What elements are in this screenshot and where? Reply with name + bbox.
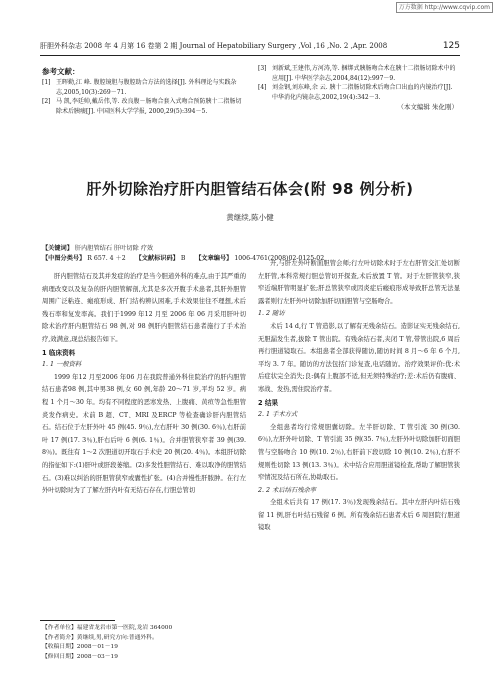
- subsection-followup-heading: 1. 2 随访: [258, 310, 285, 318]
- section-results-heading: 2 结果: [258, 398, 279, 407]
- footnote-revised-date: 【修回日期】2008－03－19: [42, 653, 118, 660]
- running-header: [40, 40, 460, 52]
- reference-number: [3]: [258, 65, 267, 72]
- reference-text: 刘新斌,王建伟,方河涛,等. 捆绑式胰肠吻合术在胰十二指肠切除术中的应用[J]. 中华医学杂志,2004,84(12):997－9.: [272, 65, 456, 82]
- journal-header: 肝胆外科杂志 2008 年 4 月第 16 卷第 2 期 Journal of Hepatobiliary Surgery ,Vol ,16 ,No. 2 ,Apr. 2008: [40, 42, 388, 50]
- footnote-rule: [40, 620, 115, 621]
- reference-number: [1]: [42, 79, 51, 86]
- right-column: [258, 258, 460, 535]
- keywords-label: 【关键词】: [42, 245, 73, 252]
- subsection-surgery-heading: 2. 1 手术方式: [258, 411, 298, 419]
- reference-text: 马 凯,李廷帅,戴岳伟,等. 改良腹－肠吻合套入式吻合预防胰十二指肠切除术后胰瘘[J]. 中国医科大学学报, 2000,29(5):394－5.: [56, 98, 242, 115]
- article-number-label: 【文章编号】: [195, 255, 233, 262]
- general-data-paragraph: 1999 年12 月至2006 年06 月在我院普通外科住院治疗的肝内胆管结石患者98 例,其中男38 例,女 60 例,年龄 20～71 岁,平均 52 岁。病程 1 个月～30 年。均有不同程度的恶寒发热、上腹痛、黄疸等急性胆管炎发作病史。术前 B 超、CT、MRI 及ERCP 等检查确诊肝内胆管结石。结石位于左肝外叶 45 例(45. 9％),左右肝叶 30 例(30. 6％),右肝前叶 17 例(17. 3％),肝右后叶 6 例(6. 1％)。合并胆管狭窄者 39 例(39. 8％)。既往有 1～2 次胆道切开取石手术史 20 例(20. 4％)。本组肝切除的指征如下:(1)肝叶或肝段萎缩。(2)多发性胆管结石、难以取净的胆管结石。(3)难以纠治的肝胆管狭窄或囊性扩张。(4)合并慢性肝脓肿。在行左外叶切除时为了了解左肝内叶有无结石存在,行胆总管切: [42, 373, 246, 495]
- keywords-value: 肝内胆管结石 肝叶切除 疗效: [74, 245, 154, 252]
- editor-signature: （本文编辑 朱化刚）: [397, 103, 458, 111]
- references-heading: 参考文献：: [42, 67, 80, 76]
- reference-item: [258, 64, 458, 83]
- footnotes: [42, 624, 172, 662]
- surgery-method-paragraph: 全组患者均行常规胆囊切除。左半肝切除、T 管引流 30 例(30. 6％),左肝外叶切除、T 管引流 35 例(35. 7％),左肝外叶切除加肝切面胆管与空肠吻合 10 例(10. 2％),右肝前下段切除 10 例(10. 2％),右肝不规则性切除 13 例(13. 3％)。术中结合应用胆道镜检查,帮助了解胆管狭窄情况及结石所在,协助取石。: [258, 423, 460, 482]
- clc-label: 【中图分类号】: [42, 255, 86, 262]
- article-authors: 黄继续,陈小健: [226, 213, 274, 222]
- article-title: 肝外切除治疗肝内胆管结石体会(附 98 例分析): [86, 180, 414, 198]
- footnote-affiliation: 【作者单位】福建省龙岩市第一医院,龙岩 364000: [42, 625, 173, 631]
- residual-stone-paragraph: 全组术后共有 17 例(17. 3％)发现残余结石。其中左肝内叶结石残留 11 例,肝右叶结石残留 6 例。所有残余结石患者术后 6 周回院行胆道镜取: [258, 499, 460, 532]
- followup-paragraph: 术后 14 d,行 T 管造影,以了解有无残余结石。造影证实无残余结石,无胆漏发生者,拔除 T 管出院。有残余结石者,夹闭 T 管,带管出院,6 周后再行胆道镜取石。本组患者全部获得随访,随访时间 8 月～6 年 6 个月,平均 3. 7 年。随访的方法包括门诊复查,电话随访。治疗效果评价:优:术后症状完全消失;良:偶有上腹部不适,但无须特殊治疗;差:术后仍有腹痛、寒战、发热,需住院治疗者。: [258, 322, 460, 393]
- reference-text: 王晖勤,江 峰. 腹腔镜胆与腹腔助合方法的选择[J]. 外科理论与实践杂志,2005,10(3):269－71.: [56, 79, 237, 96]
- page-number: 125: [442, 41, 460, 51]
- subsection-residual-heading: 2. 2 术后结石残余率: [258, 486, 317, 494]
- reference-item: [42, 97, 242, 116]
- clc-value: R 657. 4 ＋2: [87, 255, 126, 262]
- reference-number: [4]: [258, 84, 267, 91]
- surgery-paragraph: 开,与肝左外叶断面胆管会师;行左叶切除术时于左右肝管交汇处切断左肝管,本科常规行胆总管切开探查,术后放置 T 管。对于左肝管狭窄,狭窄近端肝管明显扩张;肝总管狭窄或因炎症后瘢痕形成导致肝总管无法显露者则行左肝外叶切除加肝切面胆管与空肠吻合。: [258, 260, 460, 305]
- left-column: [42, 271, 246, 498]
- doc-code-label: 【文献标识码】: [135, 255, 179, 262]
- references-left: [42, 78, 242, 116]
- keywords-line: [42, 244, 153, 253]
- footnote-author-bio: 【作者简介】黄继续,男,研究方向:普通外科。: [42, 634, 158, 641]
- reference-number: [2]: [42, 98, 51, 105]
- subsection-general-heading: 1. 1 一般资料: [42, 361, 82, 369]
- article-number-value: 1006-4761(2008)02-0125-02: [234, 255, 325, 262]
- doc-code-value: B: [180, 255, 186, 262]
- reference-item: [258, 83, 458, 102]
- references-right: [258, 64, 458, 113]
- intro-paragraph: 肝内胆管结石及其并发症的治疗是当今胆道外科的难点,由于其严重的病理改变以及复杂的肝内胆管解剖,尤其是多次开腹手术患者,其肝外胆管周围广泛粘连、瘢痕形成、肝门结构辨认困难,手术效果往往不理想,术后残石率和复发率高。我们于1999 年12 月至 2006 年 06 月采用肝叶切除术治疗肝内胆管结石 98 例,对 98 例肝内胆管结石患者施行了手术治疗,效满意,现总结报告如下。: [42, 273, 246, 343]
- reference-text: 刘金钢,刘东峰,余 云. 胰十二指肠切除术后吻合口出血的内镜治疗[J]. 中华消化内镜杂志,2002,19(4):342－3.: [272, 84, 453, 101]
- watermark: 万方数据 http://www.cqvip.com: [396, 2, 493, 13]
- reference-item: [42, 78, 242, 97]
- footnote-received-date: 【收稿日期】2008－01－19: [42, 644, 118, 650]
- header-rule: [40, 55, 460, 56]
- section-clinical-heading: 1 临床资料: [42, 348, 76, 357]
